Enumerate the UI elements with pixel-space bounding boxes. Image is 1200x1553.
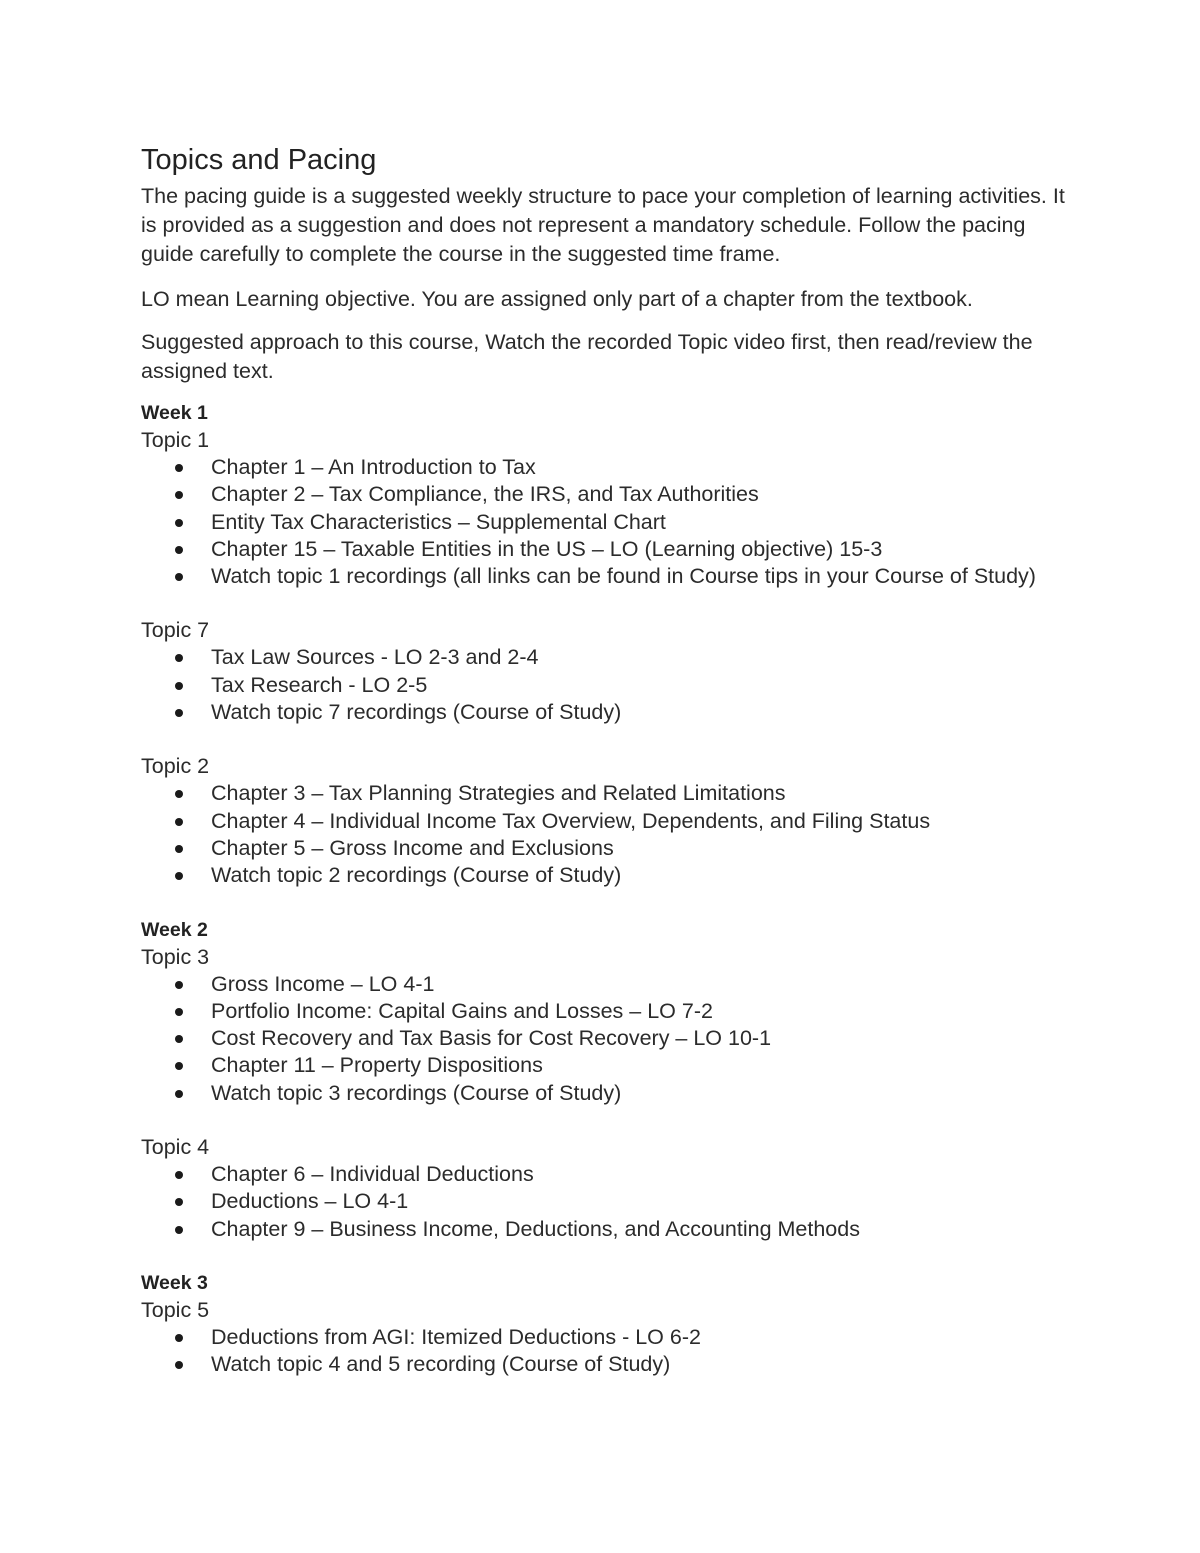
list-item-text: Entity Tax Characteristics – Supplemental Chart bbox=[211, 509, 666, 534]
list-item-text: Portfolio Income: Capital Gains and Losses – LO 7-2 bbox=[211, 998, 713, 1023]
list-item-text: Chapter 4 – Individual Income Tax Overview, Dependents, and Filing Status bbox=[211, 808, 931, 833]
list-item-text: Watch topic 3 recordings (Course of Study) bbox=[211, 1080, 622, 1105]
list-item bbox=[141, 699, 1081, 726]
bullet-icon bbox=[175, 1062, 183, 1070]
list-item bbox=[141, 780, 1081, 807]
topic-item-list bbox=[141, 644, 1081, 726]
list-item-text: Gross Income – LO 4-1 bbox=[211, 971, 435, 996]
spacer bbox=[141, 1107, 1081, 1134]
list-item bbox=[141, 1080, 1081, 1107]
topic-item-list bbox=[141, 971, 1081, 1107]
week-heading: Week 2 bbox=[141, 918, 208, 941]
list-item-text: Chapter 3 – Tax Planning Strategies and Related Limitations bbox=[211, 781, 786, 806]
list-item-text: Watch topic 1 recordings (all links can be found in Course tips in your Course of Study) bbox=[211, 564, 1036, 589]
list-item-text: Deductions – LO 4-1 bbox=[211, 1189, 409, 1214]
list-item bbox=[141, 862, 1081, 889]
intro-paragraph: The pacing guide is a suggested weekly structure to pace your completion of learning activities. It is provided as a suggestion and does not represent a mandatory schedule. Follow the pacing guide carefully to complete the course in the suggested time frame. bbox=[141, 184, 1065, 266]
bullet-icon bbox=[175, 491, 183, 499]
list-item-text: Chapter 2 – Tax Compliance, the IRS, and Tax Authorities bbox=[211, 482, 759, 507]
list-item bbox=[141, 536, 1081, 563]
list-item-text: Watch topic 4 and 5 recording (Course of Study) bbox=[211, 1352, 671, 1377]
weeks-container bbox=[141, 400, 1081, 1379]
topic-item-list bbox=[141, 1161, 1081, 1243]
week-heading: Week 1 bbox=[141, 402, 208, 424]
list-item-text: Watch topic 7 recordings (Course of Study) bbox=[211, 700, 622, 725]
topic-heading: Topic 4 bbox=[141, 1135, 210, 1160]
list-item bbox=[141, 481, 1081, 508]
list-item bbox=[141, 835, 1081, 862]
bullet-icon bbox=[175, 1090, 183, 1098]
bullet-icon bbox=[175, 1198, 183, 1206]
list-item bbox=[141, 672, 1081, 699]
list-item-text: Chapter 11 – Property Dispositions bbox=[211, 1053, 543, 1078]
bullet-icon bbox=[175, 872, 183, 880]
list-item-text: Deductions from AGI: Itemized Deductions - LO 6-2 bbox=[211, 1324, 701, 1349]
topic-item-list bbox=[141, 454, 1081, 590]
list-item-text: Tax Research - LO 2-5 bbox=[211, 672, 428, 697]
bullet-icon bbox=[175, 1334, 183, 1342]
bullet-icon bbox=[175, 1035, 183, 1043]
list-item-text: Watch topic 2 recordings (Course of Study) bbox=[211, 863, 622, 888]
list-item bbox=[141, 1025, 1081, 1052]
list-item-text: Chapter 5 – Gross Income and Exclusions bbox=[211, 835, 614, 860]
list-item bbox=[141, 509, 1081, 536]
list-item bbox=[141, 971, 1081, 998]
bullet-icon bbox=[175, 1171, 183, 1179]
bullet-icon bbox=[175, 464, 183, 472]
topic-heading: Topic 2 bbox=[141, 754, 210, 779]
topic-heading: Topic 1 bbox=[141, 428, 210, 452]
list-item bbox=[141, 1351, 1081, 1378]
bullet-icon bbox=[175, 682, 183, 690]
bullet-icon bbox=[175, 1008, 183, 1016]
list-item bbox=[141, 454, 1081, 481]
list-item bbox=[141, 808, 1081, 835]
list-item-text: Chapter 1 – An Introduction to Tax bbox=[211, 455, 536, 479]
list-item bbox=[141, 1324, 1081, 1351]
list-item-text: Chapter 15 – Taxable Entities in the US – LO (Learning objective) 15-3 bbox=[211, 536, 883, 561]
bullet-icon bbox=[175, 654, 183, 662]
topic-heading: Topic 7 bbox=[141, 618, 210, 643]
list-item bbox=[141, 563, 1081, 590]
bullet-icon bbox=[175, 1361, 183, 1369]
document-page bbox=[141, 140, 1081, 1379]
topic-heading: Topic 3 bbox=[141, 944, 210, 969]
bullet-icon bbox=[175, 573, 183, 581]
spacer bbox=[141, 890, 1081, 917]
list-item-text: Chapter 9 – Business Income, Deductions, and Accounting Methods bbox=[211, 1216, 860, 1241]
bullet-icon bbox=[175, 546, 183, 554]
approach-paragraph: Suggested approach to this course, Watch the recorded Topic video first, then read/review the assigned text. bbox=[141, 330, 1033, 383]
bullet-icon bbox=[175, 818, 183, 826]
topic-heading: Topic 5 bbox=[141, 1297, 210, 1322]
list-item bbox=[141, 644, 1081, 671]
list-item-text: Tax Law Sources - LO 2-3 and 2-4 bbox=[211, 645, 539, 670]
list-item bbox=[141, 1188, 1081, 1215]
list-item-text: Cost Recovery and Tax Basis for Cost Recovery – LO 10-1 bbox=[211, 1026, 772, 1051]
bullet-icon bbox=[175, 519, 183, 527]
topic-item-list bbox=[141, 1324, 1081, 1379]
list-item bbox=[141, 1216, 1081, 1243]
list-item-text: Chapter 6 – Individual Deductions bbox=[211, 1162, 534, 1187]
bullet-icon bbox=[175, 981, 183, 989]
bullet-icon bbox=[175, 709, 183, 717]
list-item bbox=[141, 998, 1081, 1025]
spacer bbox=[141, 590, 1081, 617]
bullet-icon bbox=[175, 790, 183, 798]
list-item bbox=[141, 1052, 1081, 1079]
lo-note-paragraph: LO mean Learning objective. You are assigned only part of a chapter from the textbook. bbox=[141, 287, 973, 311]
spacer bbox=[141, 1243, 1081, 1270]
spacer bbox=[141, 726, 1081, 753]
bullet-icon bbox=[175, 1226, 183, 1234]
list-item bbox=[141, 1161, 1081, 1188]
bullet-icon bbox=[175, 845, 183, 853]
page-title: Topics and Pacing bbox=[141, 144, 377, 176]
week-heading: Week 3 bbox=[141, 1271, 208, 1294]
topic-item-list bbox=[141, 780, 1081, 889]
